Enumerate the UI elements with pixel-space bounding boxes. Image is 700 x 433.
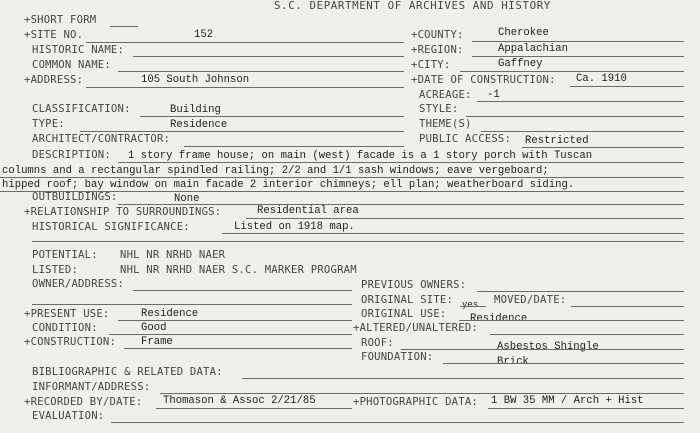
- description-rule-1: [118, 162, 684, 163]
- county-line: [472, 41, 684, 42]
- original-use-line: [459, 320, 684, 321]
- date-construction-label: +DATE OF CONSTRUCTION:: [411, 74, 556, 86]
- foundation-label: FOUNDATION:: [361, 351, 434, 363]
- common-name-label: COMMON NAME:: [32, 59, 111, 71]
- evaluation-line: [111, 422, 684, 423]
- original-site-line: [460, 306, 486, 307]
- photographic-line: [488, 408, 684, 409]
- description-line-3: hipped roof; bay window on main facade 2 interior chimneys; ell plan; weatherboard siding.: [2, 179, 575, 191]
- style-line: [466, 116, 684, 117]
- recorded-by-value: Thomason & Assoc 2/21/85: [163, 395, 316, 407]
- city-line: [460, 71, 684, 72]
- address-label: +ADDRESS:: [24, 74, 84, 86]
- acreage-label: ACREAGE:: [419, 89, 472, 101]
- type-label: TYPE:: [32, 118, 65, 130]
- recorded-by-line: [156, 408, 352, 409]
- historical-significance-value: Listed on 1918 map.: [234, 221, 355, 233]
- listed-label: LISTED:: [32, 264, 79, 276]
- construction-label: +CONSTRUCTION:: [24, 336, 117, 348]
- moved-date-line: [571, 306, 684, 307]
- photographic-value: 1 BW 35 MM / Arch + Hist: [491, 395, 644, 407]
- condition-label: CONDITION:: [32, 322, 98, 334]
- historical-significance-line: [222, 233, 684, 234]
- description-line-2: columns and a rectangular spindled railing; 2/2 and 1/1 sash windows; eave vergeboard;: [2, 165, 549, 177]
- description-rule-2: [0, 177, 684, 178]
- county-value: Cherokee: [498, 27, 549, 39]
- region-line: [472, 56, 684, 57]
- common-name-line: [118, 71, 404, 72]
- date-construction-line: [570, 86, 684, 87]
- original-site-value: yes: [462, 300, 479, 310]
- owner-address-label: OWNER/ADDRESS:: [32, 278, 125, 290]
- listed-options: NHL NR NRHD NAER S.C. MARKER PROGRAM: [120, 264, 357, 276]
- relationship-label: +RELATIONSHIP TO SURROUNDINGS:: [24, 206, 222, 218]
- photographic-label: +PHOTOGRAPHIC DATA:: [353, 396, 478, 408]
- form-title: S.C. DEPARTMENT OF ARCHIVES AND HISTORY: [274, 0, 551, 12]
- bibliographic-label: BIBLIOGRAPHIC & RELATED DATA:: [32, 366, 223, 378]
- site-no-value: 152: [194, 29, 214, 41]
- county-label: +COUNTY:: [411, 29, 464, 41]
- classification-label: CLASSIFICATION:: [32, 103, 131, 115]
- previous-owners-line: [477, 291, 684, 292]
- address-line: [86, 87, 404, 88]
- foundation-line: [443, 363, 684, 364]
- blank-rule: [32, 241, 684, 242]
- relationship-line: [246, 218, 684, 219]
- recorded-by-label: +RECORDED BY/DATE:: [24, 396, 143, 408]
- previous-owners-label: PREVIOUS OWNERS:: [361, 279, 467, 291]
- condition-value: Good: [141, 322, 167, 334]
- city-value: Gaffney: [498, 58, 543, 70]
- public-access-value: Restricted: [525, 135, 589, 147]
- present-use-label: +PRESENT USE:: [24, 308, 110, 320]
- outbuildings-value: None: [174, 193, 200, 205]
- informant-label: INFORMANT/ADDRESS:: [32, 381, 151, 393]
- informant-line: [160, 393, 684, 394]
- construction-value: Frame: [141, 336, 173, 348]
- classification-value: Building: [170, 104, 221, 116]
- roof-line: [401, 349, 684, 350]
- evaluation-label: EVALUATION:: [32, 410, 105, 422]
- public-access-line: [522, 147, 684, 148]
- description-label: DESCRIPTION:: [32, 149, 111, 161]
- acreage-value: -1: [487, 89, 500, 101]
- address-value: 105 South Johnson: [141, 74, 250, 86]
- type-value: Residence: [170, 119, 228, 131]
- themes-line: [481, 131, 684, 132]
- owner-address-line: [133, 290, 352, 291]
- construction-line: [124, 348, 352, 349]
- historic-name-line: [133, 56, 404, 57]
- original-site-label: ORIGINAL SITE:: [361, 294, 454, 306]
- condition-line: [109, 334, 352, 335]
- present-use-line: [118, 320, 352, 321]
- classification-line: [140, 116, 404, 117]
- relationship-value: Residential area: [257, 205, 359, 217]
- type-line: [80, 131, 404, 132]
- foundation-value: Brick: [497, 356, 529, 368]
- outbuildings-label: OUTBUILDINGS:: [32, 191, 118, 203]
- description-line-1: 1 story frame house; on main (west) facade is a 1 story porch with Tuscan: [128, 150, 593, 162]
- original-use-label: ORIGINAL USE:: [361, 308, 447, 320]
- site-no-line: [86, 42, 404, 43]
- site-no-label: +SITE NO.: [24, 29, 84, 41]
- short-form-line: [110, 26, 138, 27]
- historic-name-label: HISTORIC NAME:: [32, 44, 125, 56]
- style-label: STYLE:: [419, 103, 459, 115]
- city-label: +CITY:: [411, 59, 451, 71]
- historical-significance-label: HISTORICAL SIGNIFICANCE:: [32, 221, 190, 233]
- themes-label: THEME(S): [419, 118, 472, 130]
- potential-options: NHL NR NRHD NAER: [120, 249, 226, 261]
- public-access-label: PUBLIC ACCESS:: [419, 133, 512, 145]
- present-use-value: Residence: [141, 308, 199, 320]
- original-use-value: Residence: [470, 313, 528, 325]
- roof-label: ROOF:: [361, 337, 394, 349]
- owner-address-line-2: [32, 304, 352, 305]
- date-construction-value: Ca. 1910: [576, 73, 627, 85]
- moved-date-label: MOVED/DATE:: [494, 294, 567, 306]
- altered-line: [490, 334, 684, 335]
- short-form-label: +SHORT FORM: [24, 14, 97, 26]
- architect-line: [184, 146, 404, 147]
- altered-label: +ALTERED/UNALTERED:: [353, 322, 478, 334]
- potential-label: POTENTIAL:: [32, 249, 98, 261]
- outbuildings-line: [118, 204, 684, 205]
- region-label: +REGION:: [411, 44, 464, 56]
- bibliographic-line: [242, 378, 684, 379]
- architect-label: ARCHITECT/CONTRACTOR:: [32, 133, 171, 145]
- roof-value: Asbestos Shingle: [497, 341, 599, 353]
- acreage-line: [477, 101, 684, 102]
- region-value: Appalachian: [498, 43, 568, 55]
